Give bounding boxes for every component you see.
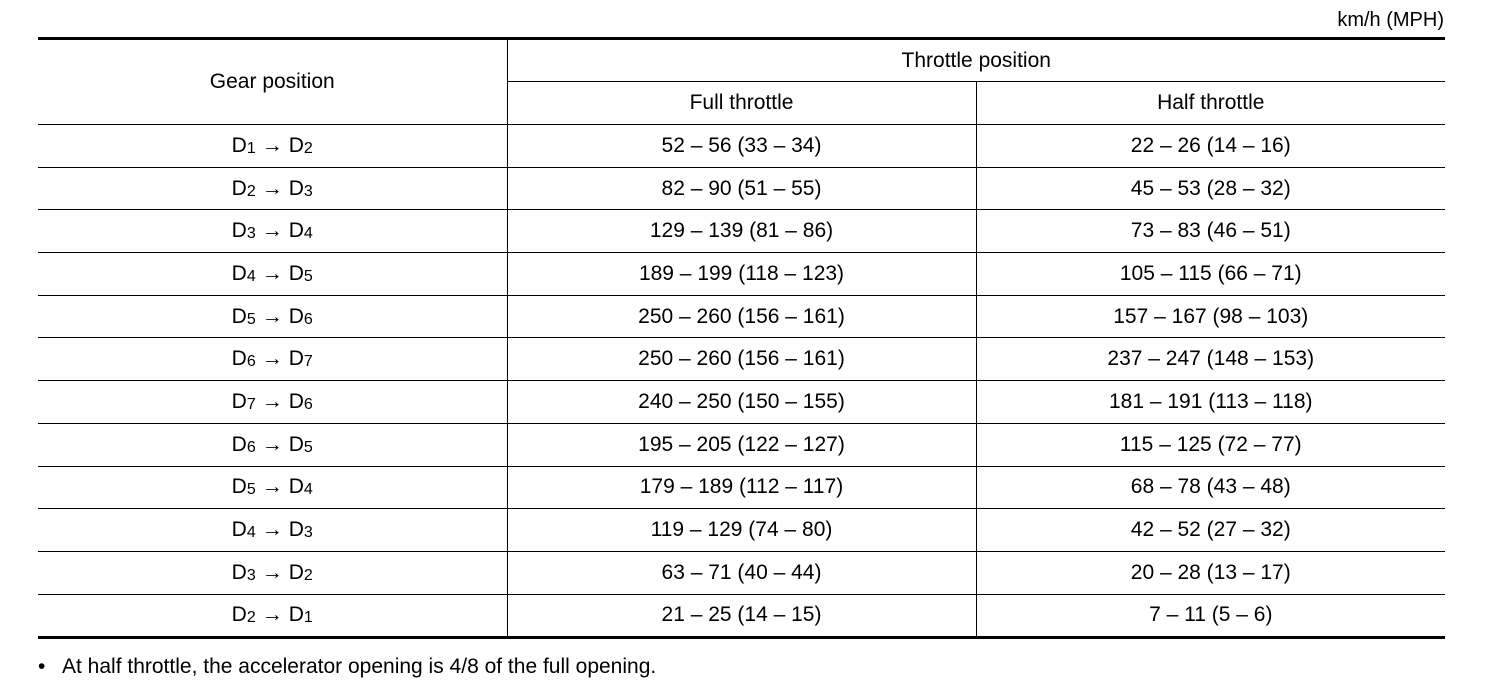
full-throttle-cell: 82 – 90 (51 – 55)	[507, 167, 976, 210]
gear-to-sub: 4	[303, 481, 313, 499]
half-throttle-cell: 20 – 28 (13 – 17)	[976, 551, 1445, 594]
gear-from-sub: 4	[246, 267, 256, 285]
gear-shift-cell	[38, 338, 507, 381]
shift-arrow: →	[261, 475, 283, 499]
gear-shift-cell	[38, 594, 507, 638]
full-throttle-cell: 119 – 129 (74 – 80)	[507, 509, 976, 552]
table-row	[38, 466, 1445, 509]
gear-to-sub: 3	[303, 182, 313, 200]
full-throttle-cell: 250 – 260 (156 – 161)	[507, 295, 976, 338]
full-throttle-cell: 179 – 189 (112 – 117)	[507, 466, 976, 509]
table-row	[38, 551, 1445, 594]
gear-from: D	[231, 475, 247, 499]
gear-to: D	[288, 219, 304, 243]
gear-to: D	[288, 261, 304, 285]
half-throttle-cell: 73 – 83 (46 – 51)	[976, 210, 1445, 253]
table-row	[38, 167, 1445, 210]
gear-from: D	[231, 347, 247, 371]
gear-from: D	[231, 518, 247, 542]
gear-from-sub: 5	[246, 310, 256, 328]
table-row	[38, 423, 1445, 466]
half-throttle-cell: 115 – 125 (72 – 77)	[976, 423, 1445, 466]
gear-from: D	[231, 133, 247, 157]
gear-from-sub: 6	[246, 438, 256, 456]
half-throttle-cell: 157 – 167 (98 – 103)	[976, 295, 1445, 338]
gear-shift-cell	[38, 423, 507, 466]
gear-position-header: Gear position	[38, 39, 507, 125]
full-throttle-cell: 240 – 250 (150 – 155)	[507, 381, 976, 424]
half-throttle-cell: 45 – 53 (28 – 32)	[976, 167, 1445, 210]
gear-from-sub: 3	[246, 225, 256, 243]
half-throttle-cell: 105 – 115 (66 – 71)	[976, 253, 1445, 296]
gear-to-sub: 5	[303, 267, 313, 285]
shift-arrow: →	[261, 560, 283, 584]
shift-arrow: →	[261, 347, 283, 371]
gear-shift-cell	[38, 295, 507, 338]
gear-to-sub: 6	[303, 310, 313, 328]
gear-to-sub: 3	[303, 524, 313, 542]
gear-from: D	[231, 261, 247, 285]
gear-to: D	[288, 347, 304, 371]
gear-shift-cell	[38, 509, 507, 552]
shift-arrow: →	[261, 518, 283, 542]
gear-from: D	[231, 432, 247, 456]
gear-to: D	[288, 176, 304, 200]
gear-from-sub: 5	[246, 481, 256, 499]
shift-arrow: →	[261, 389, 283, 413]
table-row	[38, 295, 1445, 338]
table-row	[38, 253, 1445, 296]
shift-arrow: →	[261, 133, 283, 157]
table-row	[38, 125, 1445, 168]
gear-to: D	[288, 475, 304, 499]
header-row-top	[38, 39, 1445, 82]
gear-to-sub: 7	[303, 353, 313, 371]
gear-from-sub: 2	[246, 609, 256, 627]
shift-speed-table	[38, 37, 1445, 639]
gear-to-sub: 4	[303, 225, 313, 243]
gear-shift-cell	[38, 210, 507, 253]
table-row	[38, 594, 1445, 638]
half-throttle-cell: 181 – 191 (113 – 118)	[976, 381, 1445, 424]
table-row	[38, 381, 1445, 424]
shift-arrow: →	[261, 304, 283, 328]
gear-to: D	[288, 560, 304, 584]
gear-shift-cell	[38, 125, 507, 168]
footnote-text: At half throttle, the accelerator opening is 4/8 of the full opening.	[62, 655, 657, 678]
gear-to: D	[288, 518, 304, 542]
gear-to-sub: 2	[303, 566, 313, 584]
full-throttle-cell: 189 – 199 (118 – 123)	[507, 253, 976, 296]
shift-arrow: →	[261, 219, 283, 243]
footnote	[38, 654, 656, 680]
gear-to-sub: 5	[303, 438, 313, 456]
gear-shift-cell	[38, 381, 507, 424]
gear-from: D	[231, 389, 247, 413]
full-throttle-header: Full throttle	[507, 82, 976, 125]
table-row	[38, 210, 1445, 253]
half-throttle-cell: 237 – 247 (148 – 153)	[976, 338, 1445, 381]
gear-from: D	[231, 176, 247, 200]
half-throttle-header: Half throttle	[976, 82, 1445, 125]
gear-to: D	[288, 603, 304, 627]
gear-from-sub: 4	[246, 524, 256, 542]
gear-shift-cell	[38, 551, 507, 594]
table-row	[38, 509, 1445, 552]
gear-to: D	[288, 133, 304, 157]
gear-from: D	[231, 560, 247, 584]
shift-arrow: →	[261, 261, 283, 285]
full-throttle-cell: 129 – 139 (81 – 86)	[507, 210, 976, 253]
gear-shift-cell	[38, 466, 507, 509]
throttle-position-header: Throttle position	[901, 48, 1051, 72]
gear-to: D	[288, 304, 304, 328]
table-body	[38, 125, 1445, 638]
gear-to-sub: 2	[303, 139, 313, 157]
table-row	[38, 338, 1445, 381]
gear-from-sub: 3	[246, 566, 256, 584]
gear-to-sub: 1	[303, 609, 313, 627]
shift-arrow: →	[261, 432, 283, 456]
shift-arrow: →	[261, 176, 283, 200]
unit-label: km/h (MPH)	[1337, 9, 1444, 31]
gear-to: D	[288, 432, 304, 456]
gear-from: D	[231, 304, 247, 328]
half-throttle-cell: 68 – 78 (43 – 48)	[976, 466, 1445, 509]
footnote-bullet: •	[38, 655, 46, 678]
gear-shift-cell	[38, 167, 507, 210]
gear-from-sub: 6	[246, 353, 256, 371]
gear-to-sub: 6	[303, 395, 313, 413]
half-throttle-cell: 7 – 11 (5 – 6)	[976, 594, 1445, 638]
full-throttle-cell: 63 – 71 (40 – 44)	[507, 551, 976, 594]
gear-from-sub: 7	[246, 395, 256, 413]
gear-from: D	[231, 219, 247, 243]
gear-from: D	[231, 603, 247, 627]
gear-from-sub: 1	[246, 139, 256, 157]
full-throttle-cell: 21 – 25 (14 – 15)	[507, 594, 976, 638]
gear-from-sub: 2	[246, 182, 256, 200]
full-throttle-cell: 250 – 260 (156 – 161)	[507, 338, 976, 381]
shift-arrow: →	[261, 603, 283, 627]
half-throttle-cell: 42 – 52 (27 – 32)	[976, 509, 1445, 552]
full-throttle-cell: 195 – 205 (122 – 127)	[507, 423, 976, 466]
full-throttle-cell: 52 – 56 (33 – 34)	[507, 125, 976, 168]
gear-to: D	[288, 389, 304, 413]
gear-shift-cell	[38, 253, 507, 296]
half-throttle-cell: 22 – 26 (14 – 16)	[976, 125, 1445, 168]
